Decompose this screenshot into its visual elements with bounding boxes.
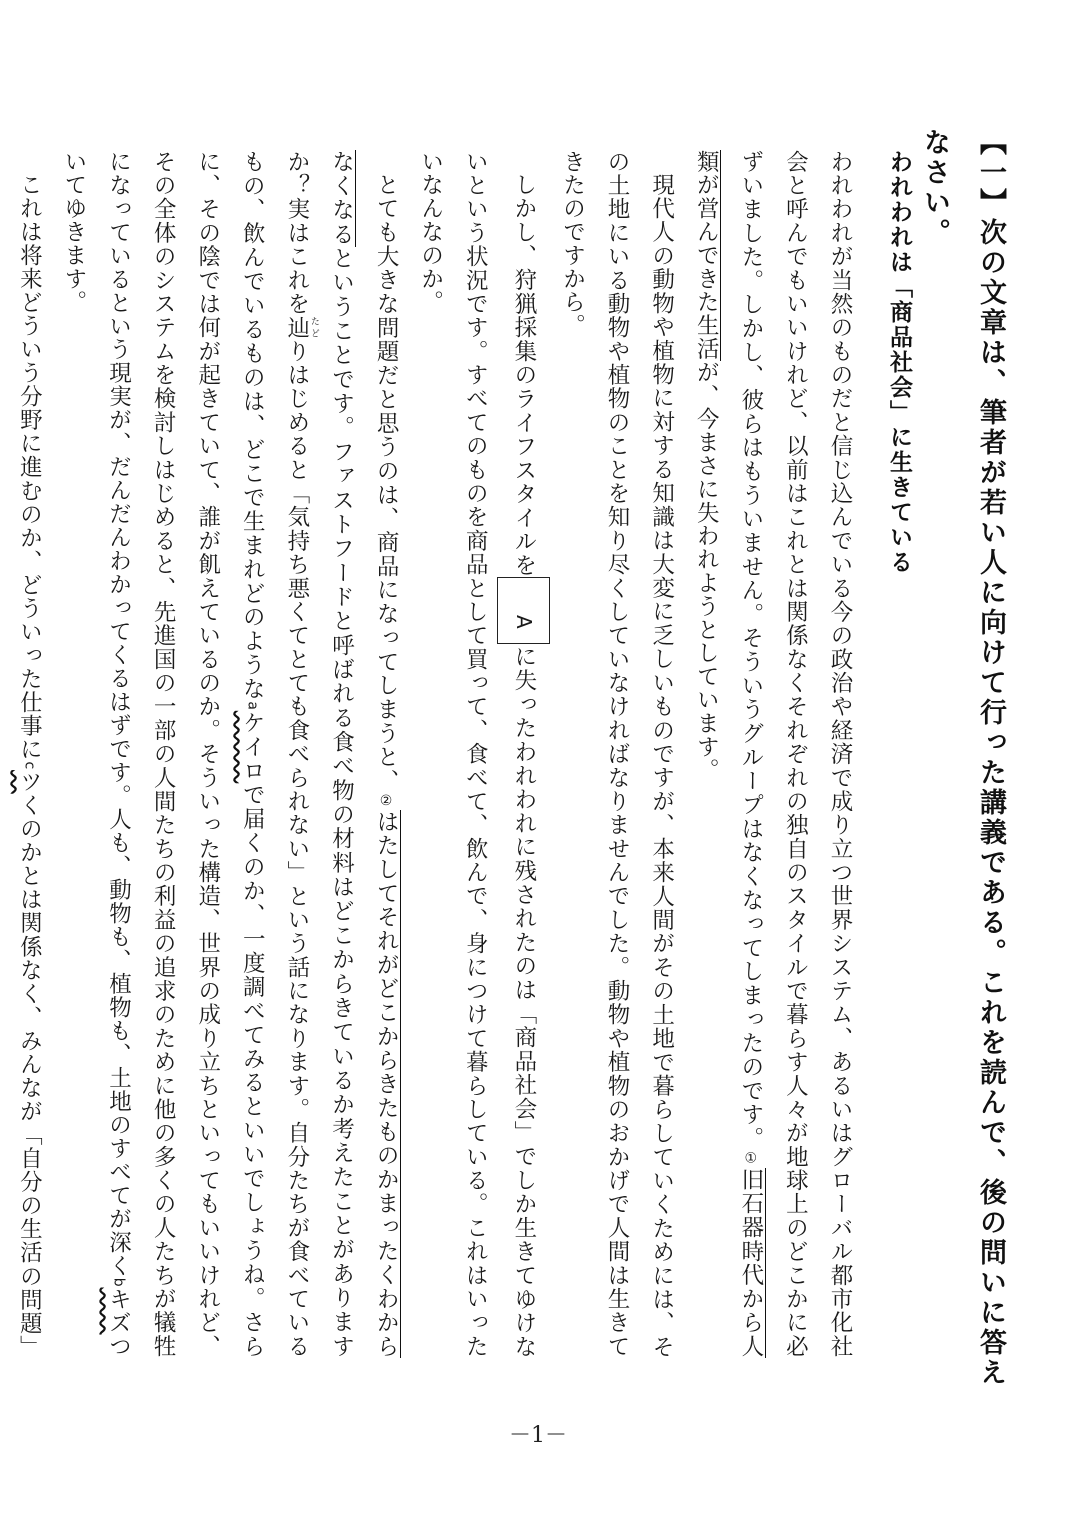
page-number: －1－ (509, 1423, 567, 1448)
passage-body (16, 150, 862, 1359)
p1-text-1: われわれが当然のものだと信じ込んでいる今の政治や経済で成り立つ世界システム、あるいはグローバル都市化社会と呼んでもいいけれど、以前はこれとは関係なくそれぞれの独自のスタイルで暮らす人々が地球上のどこかに必ずいました。しかし、彼らはもういません。そういうグループはなくなってしまったのです。 (737, 150, 853, 1358)
p5-text-1: これは将来どういう分野に進むのか、どういった仕事に (16, 172, 43, 761)
paragraph-4 (51, 150, 408, 1358)
ruby-tado (283, 315, 319, 340)
p4-text-1: とても大きな問題だと思うのは、商品になってしまうと、 (373, 172, 400, 793)
paragraph-1 (684, 150, 862, 1358)
wavy-marker-b: b (110, 1277, 127, 1288)
underline-marker-2: ② (378, 792, 395, 810)
section-header (919, 128, 1018, 1408)
underlined-phrase-1: 旧石器時代から人類が営んできた生活 (693, 150, 764, 1358)
p3-text-1: しかし、狩猟採集のライフスタイルを (510, 172, 537, 578)
paragraph-5 (0, 150, 51, 1358)
p4-text-4: で届くのか、一度調べてみるといいでしょうね。さらに、その陰では何が起きていて、誰が飢えているのか。そういった構造、世界の成り立ちといってもいいけれど、その全体のシステムを検討しはじめると、先進国の一部の人間たちの利益の追求のために他の多くの人たちが犠牲になっているという現実が、だんだんわかってくるはずです。人も、動物も、植物も、土地のすべてが深く (105, 150, 266, 1358)
underline-marker-1: ① (742, 1150, 759, 1168)
blank-box-a: A (497, 577, 550, 644)
paragraph-2 (550, 150, 684, 1358)
p4-text-3: りはじめると「気持ち悪くてとても食べられない」という話になります。自分たちが食べているもの、飲んでいるものは、どこで生まれどのような (239, 150, 310, 1358)
wavy-marker-a: a (244, 701, 261, 711)
wavy-word-a: ケイロ (239, 710, 266, 784)
p3-text-2: に失ったわれわれに残されたのは「商品社会」でしか生きてゆけないという状況です。すべてのものを商品として買って、食べて、飲んで、身につけて暮らしている。これはいったいなんなのか。 (417, 150, 537, 1358)
paragraph-3 (408, 150, 550, 1358)
p4-text-2: ということです。ファストフードと呼ばれる食べ物の材料はどこからきているか考えたことがありますか？実はこれを (283, 150, 355, 1358)
p1-text-2: が、今まさに失われようとしています。 (693, 360, 720, 782)
wavy-word-b: キズ (105, 1287, 132, 1335)
section-mark: 【一】 (975, 128, 1006, 218)
ruby-reading: たど (308, 315, 319, 340)
wavy-word-c: ツ (16, 769, 43, 794)
passage-title: われわれは「商品社会」に生きている (886, 150, 912, 575)
p4-text-5: ついてゆきます。 (60, 150, 132, 1358)
p2-text-1: 現代人の動物や植物に対する知識は大変に乏しいものですが、本来人間がその土地で暮らしていくためには、その土地にいる動物や植物のことを知り尽くしていなければなりませんでした。動物や植物のおかげで人間は生きてきたのですから。 (559, 150, 675, 1358)
underlined-phrase-2: はたしてそれがどこからきたものかまったくわからなくなる (328, 150, 400, 1359)
section-instruction: 次の文章は、筆者が若い人に向けて行った講義である。これを読んで、後の問いに答えなさい。 (919, 128, 1006, 1388)
wavy-marker-c: c (21, 760, 38, 770)
ruby-base: 辿 (283, 315, 310, 340)
p5-text-2: くのかとは関係なく、みんなが「自分の生活の問題」 (16, 793, 43, 1358)
